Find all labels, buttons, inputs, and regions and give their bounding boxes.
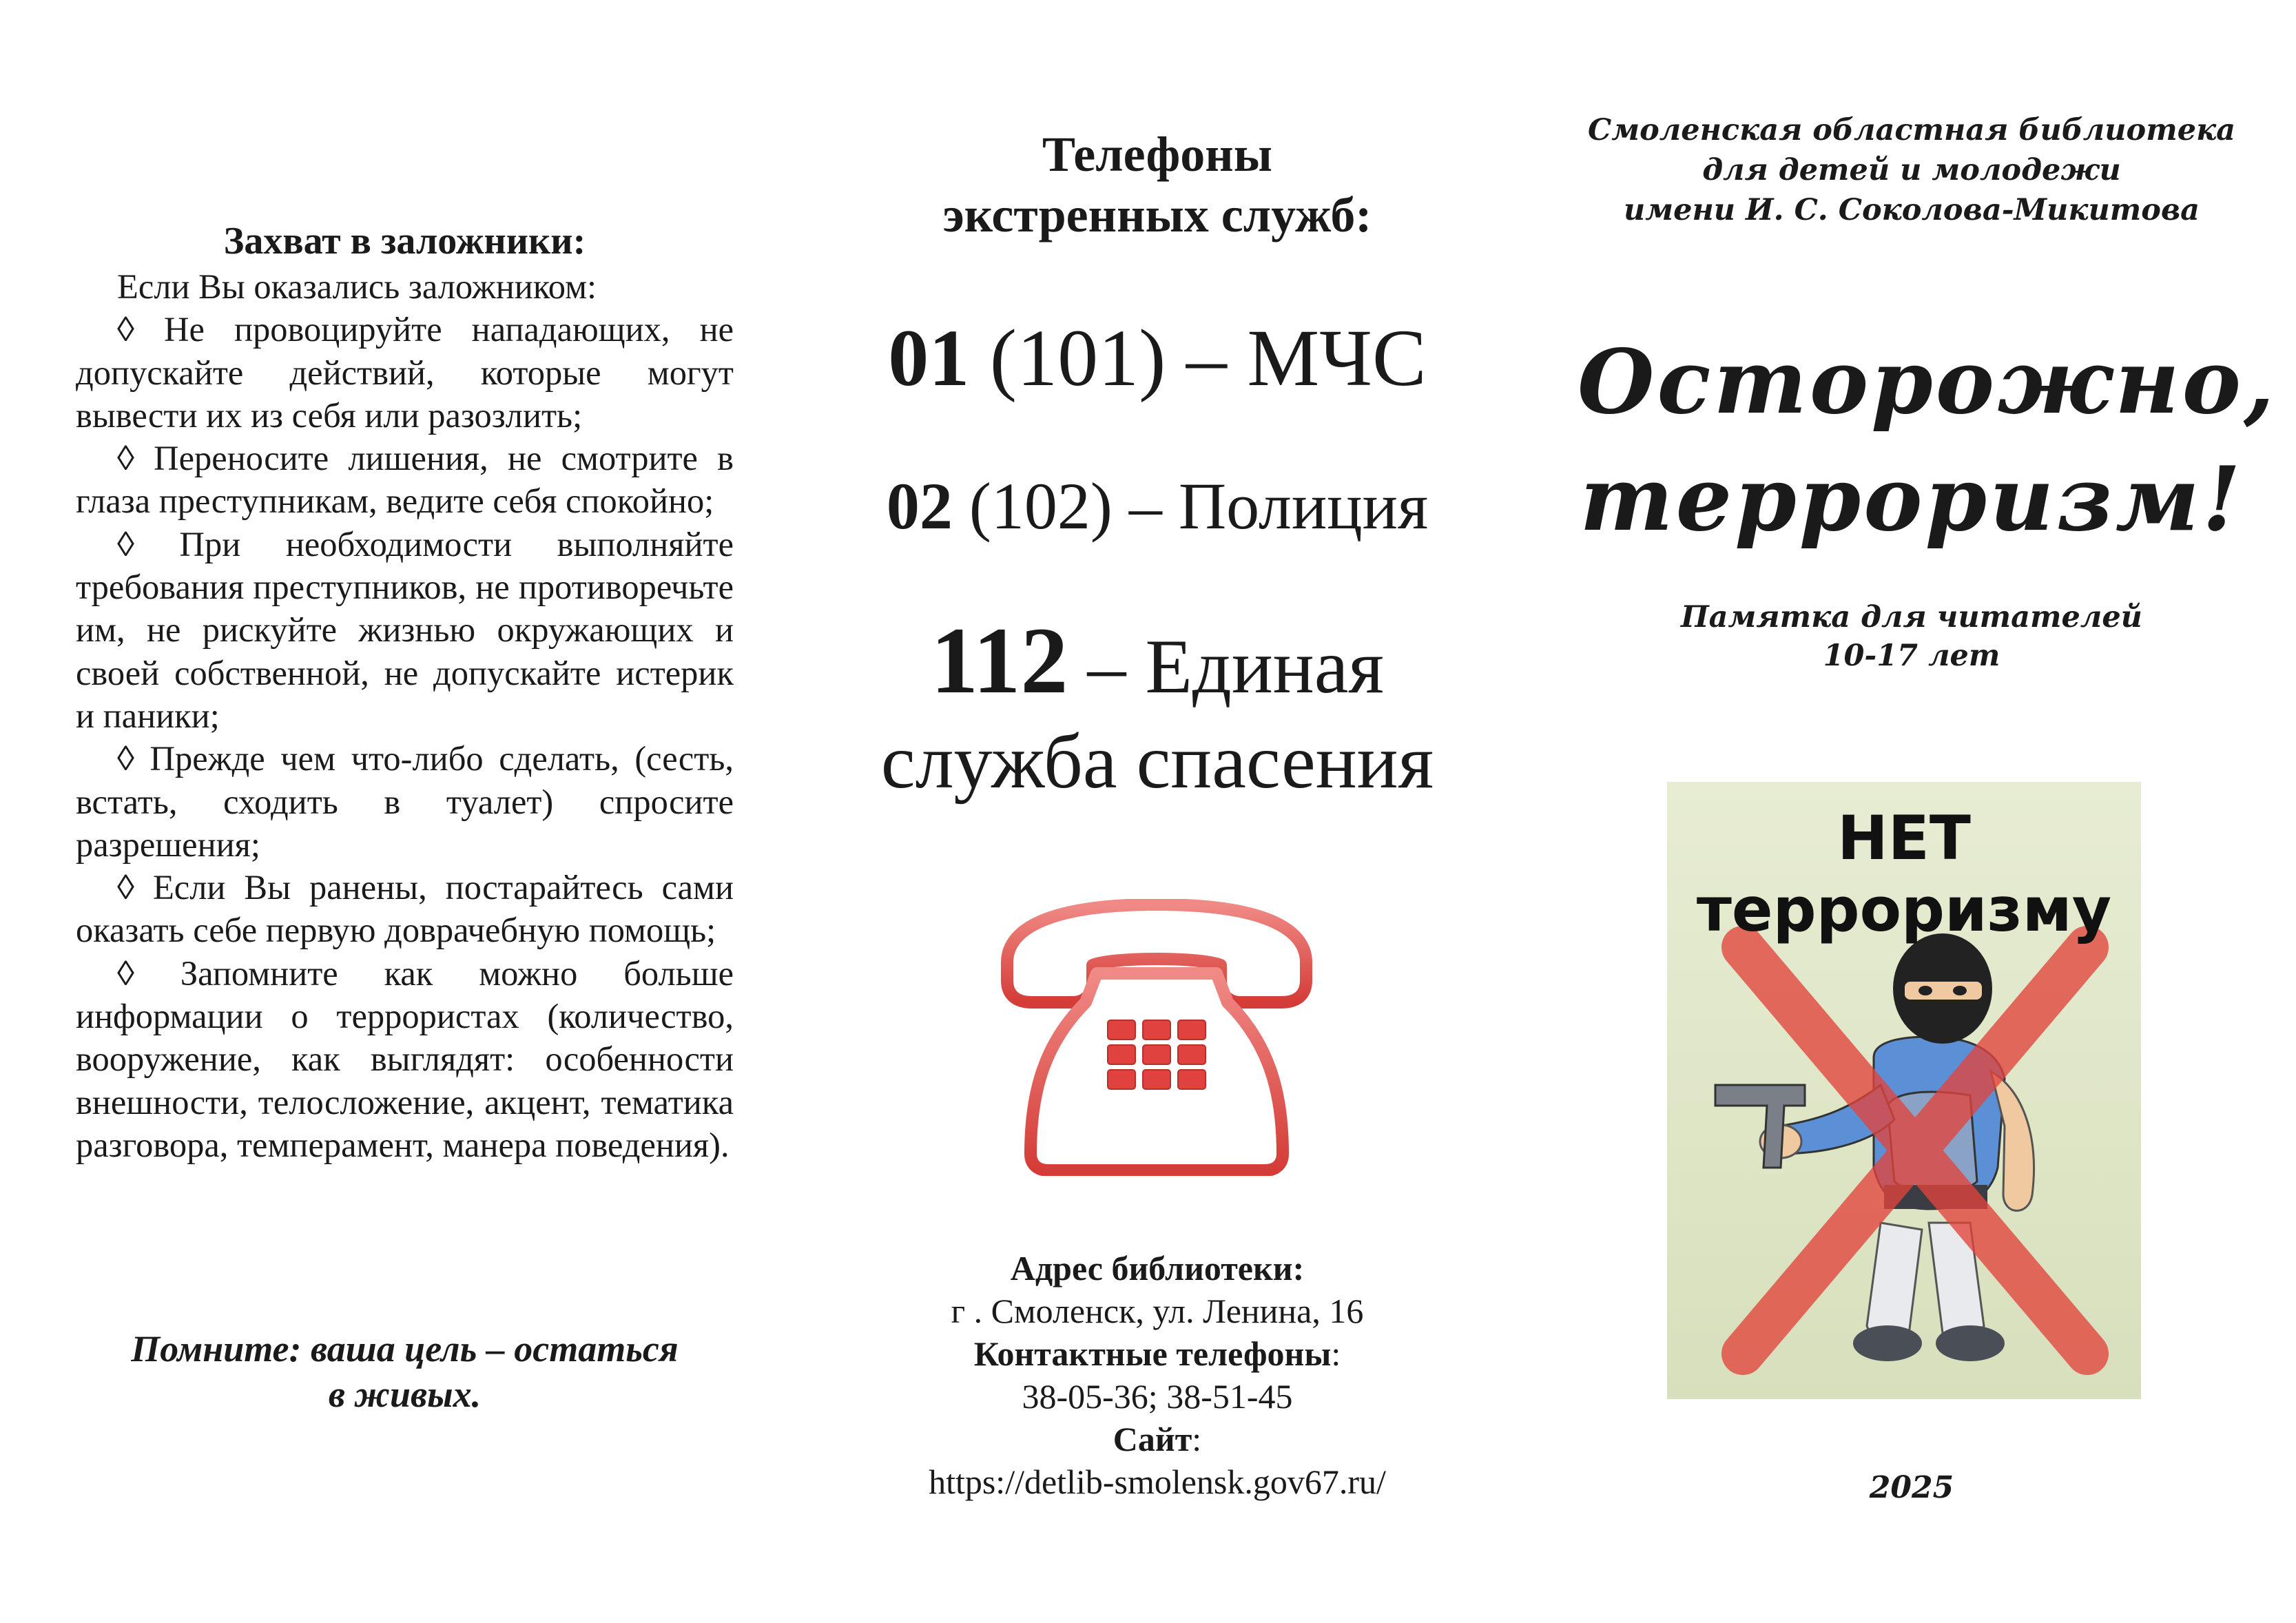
year-label: 2025 — [1869, 1470, 1954, 1505]
left-panel — [76, 0, 734, 1623]
phone-alt: (102) — [969, 469, 1113, 543]
phone-code: 01 — [888, 313, 970, 403]
phone-police — [813, 468, 1502, 544]
library-name: Смоленская областная библиотека для детей и молодежи имени И. С. Соколова-Микитова — [1587, 113, 2236, 227]
site-label: Сайт — [1113, 1420, 1192, 1458]
phone-112 — [813, 608, 1502, 809]
phone-mchs — [813, 313, 1502, 403]
phone-service: – МЧС — [1186, 313, 1427, 403]
list-item: ◊ Переносите лишения, не смотрите в глаза преступникам, ведите себя спокойно; — [76, 439, 734, 521]
phone-service: – Единая — [1087, 624, 1384, 710]
library-contacts: Адрес библиотеки: г . Смоленск, ул. Ленина, 16 Контактные телефоны: 38-05-36; 38-51-45 Сайт: https://detlib-smolensk.gov67.ru/ — [813, 1247, 1502, 1503]
no-terrorism-poster — [1667, 782, 2141, 1399]
list-item: ◊ При необходимости выполняйте требования преступников, не противоречьте им, не рискуйте жизнью окружающих и своей собственной, не допускайте истерик и паники; — [76, 524, 734, 735]
phone-service: – Полиция — [1128, 469, 1429, 543]
phone-alt: (101) — [989, 313, 1166, 403]
contacts-label: Контактные телефоны — [973, 1334, 1332, 1373]
hostage-heading: Захват в заложники: — [223, 220, 586, 262]
diamond-bullet-icon: ◊ — [117, 739, 134, 778]
diamond-bullet-icon: ◊ — [117, 868, 134, 907]
diamond-bullet-icon: ◊ — [117, 310, 134, 349]
phone-code: 112 — [931, 608, 1068, 713]
emergency-phones-title: Телефоны экстренных служб: — [942, 127, 1372, 242]
list-item: ◊ Запомните как можно больше информации о террористах (количество, вооружение, как выглядят: особенности внешности, телосложение, акцент, тематика разговора, темперамент, манера поведения). — [76, 953, 734, 1164]
address-value: г . Смоленск, ул. Ленина, 16 — [951, 1292, 1364, 1330]
poster-slogan: НЕТ терроризму — [1696, 803, 2112, 945]
list-item: ◊ Не провоцируйте нападающих, не допускайте действий, которые могут вывести их из себя или разозлить; — [76, 310, 734, 435]
phone-service: служба спасения — [880, 719, 1434, 805]
diamond-bullet-icon: ◊ — [117, 953, 134, 993]
hostage-intro: Если Вы оказались заложником: — [117, 267, 597, 306]
phone-code: 02 — [886, 469, 953, 543]
telephone-icon — [993, 899, 1320, 1176]
address-label: Адрес библиотеки: — [1010, 1249, 1305, 1288]
diamond-bullet-icon: ◊ — [117, 439, 134, 478]
contacts-value: 38-05-36; 38-51-45 — [1022, 1377, 1293, 1416]
middle-panel — [813, 0, 1502, 1623]
list-item: ◊ Если Вы ранены, постарайтесь сами оказать себе первую доврачебную помощь; — [76, 868, 734, 950]
diamond-bullet-icon: ◊ — [117, 524, 134, 564]
right-panel — [1578, 0, 2277, 1623]
hostage-instructions — [76, 265, 734, 1166]
audience-note: Памятка для читателей 10-17 лет — [1681, 600, 2142, 673]
site-link[interactable]: https://detlib-smolensk.gov67.ru/ — [929, 1462, 1386, 1501]
list-item: ◊ Прежде чем что-либо сделать, (сесть, встать, сходить в туалет) спросите разрешения; — [76, 739, 734, 864]
remember-note: Помните: ваша цель – остаться в живых. — [131, 1328, 679, 1415]
brochure-title: Осторожно, терроризм! — [1578, 331, 2277, 551]
